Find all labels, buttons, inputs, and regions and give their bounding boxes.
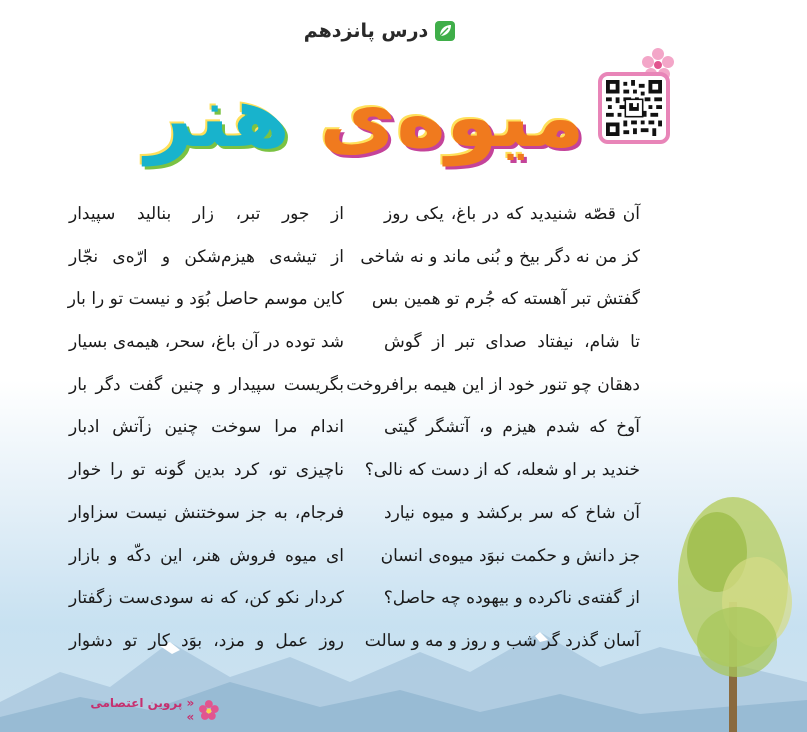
flower-icon [198,699,220,721]
verse-line: از جور تبر، زار بنالید سپیدار [69,204,344,224]
author-credit [80,697,220,723]
title-word-2: هنر [145,68,290,166]
lesson-number: درس پانزدهم [303,20,429,42]
verse-line: تا شام، نیفتاد صدای تبر از گوش [384,332,640,353]
leaf-icon [434,20,456,42]
verse-line: کز من نه دگر بیخ و بُنی ماند و نه شاخی [360,246,640,267]
verse-line: خندید بر او شعله، که از دست که نالی؟ [364,460,640,481]
lesson-label [300,16,460,46]
verse-line: از تیشه‌ی هیزم‌شکن و ارّه‌ی نجّار [69,246,344,267]
verse-line: از گفته‌ی ناکرده و بیهوده چه حاصل؟ [383,588,640,609]
verse-line: ای میوه فروش هنر، این دکّه و بازار [69,545,344,566]
author-name: « پروین اعتصامی » [90,696,195,724]
verse-line: روز عمل و مزد، بوَد کار تو دشوار [69,630,344,651]
verse-line: آوخ که شدم هیزم و، آتشگر گیتی [384,417,640,438]
verse-line: فرجام، به جز سوختنش نیست سزاوار [69,502,344,523]
poem-left-column [69,193,344,663]
poem-right-column [346,193,640,663]
qr-code[interactable] [598,72,670,144]
verse-line: شد توده در آن باغ، سحر، هیمه‌ی بسیار [69,332,344,353]
verse-line: اندام مرا سوخت چنین زآتش ادبار [69,417,344,438]
verse-line: دهقان چو تنور خود از این هیمه برافروخت [346,374,640,395]
verse-line: بگریست سپیدار و چنین گفت دگر بار [69,374,344,395]
verse-line: ناچیزی تو، کرد بدین گونه تو را خوار [69,460,344,481]
verse-line: گفتش تبر آهسته که جُرم تو همین بس [371,289,640,310]
verse-line: کاین موسم حاصل بُوَد و نیست تو را بار [67,289,344,310]
tree-illustration [657,482,807,732]
verse-line: جز دانش و حکمت نبوَد میوه‌ی انسان [380,545,640,566]
verse-line: آن شاخ که سر برکشد و میوه نیارد [384,502,640,523]
verse-line: کردار نکو کن، که نه سودی‌ست زگفتار [69,588,344,609]
verse-line: آن قصّه شنیدید که در باغ، یکی روز [384,204,640,224]
qr-code-icon [606,80,662,136]
verse-line: آسان گذرد گر شب و روز و مه و سالت [364,630,640,651]
page-title [140,52,590,182]
title-word-1: میوه‌ی [319,68,585,166]
